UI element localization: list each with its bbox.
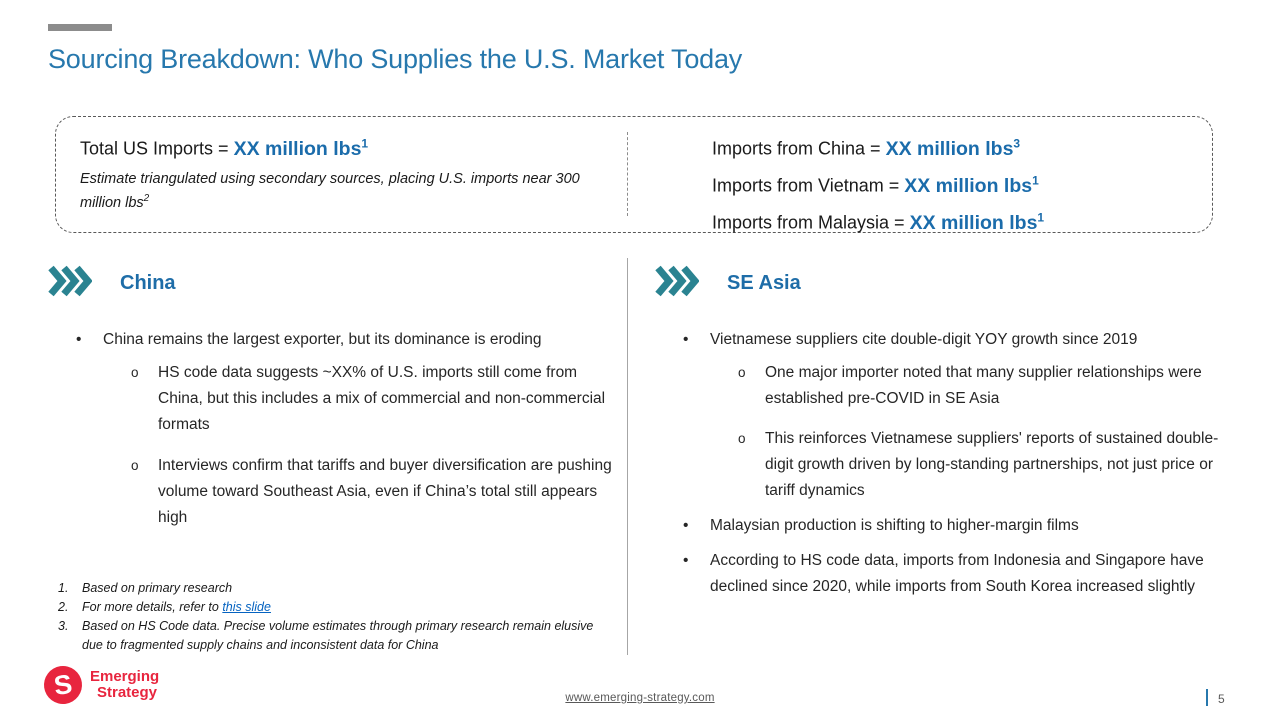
list-item: o Interviews confirm that tariffs and buyer diversification are pushing volume toward Southeast Asia, even if China’s total still appears high [131,453,619,531]
bullet-marker: • [683,552,689,569]
china-section-header [48,265,176,302]
logo-text: Emerging Strategy [90,668,160,701]
total-imports-line [80,136,620,161]
list-item: • Malaysian production is shifting to higher-margin films [683,513,1220,539]
list-item: • China remains the largest exporter, but its dominance is eroding [76,327,619,353]
se-asia-section-title: SE Asia [727,272,801,294]
china-section-title: China [120,272,176,294]
footnotes [58,579,603,655]
list-item: • Vietnamese suppliers cite double-digit YOY growth since 2019 [683,327,1220,353]
logo-mark-icon: S [42,664,85,707]
china-bullet-list [76,327,619,531]
bullet-marker: o [738,365,746,380]
company-logo [44,666,159,704]
list-item: o This reinforces Vietnamese suppliers' reports of sustained double-digit growth driven by long-standing partnerships, not just price or tariff dynamics [738,426,1220,504]
column-divider [627,258,628,655]
footnote: 1. Based on primary research [58,581,233,595]
triple-chevron-icon [655,265,699,302]
estimate-note: Estimate triangulated using secondary sources, placing U.S. imports near 300 million lbs$^2$ [80,170,580,211]
imports-china-line: Imports from China = XX million lbs$^3$ [712,136,1021,160]
list-item: • According to HS code data, imports from Indonesia and Singapore have declined since 2020, while imports from South Korea increased slightly [683,548,1220,600]
bullet-marker: o [131,458,139,473]
se-asia-bullet-list [683,327,1220,600]
summary-box-divider [627,132,628,216]
kicker-bar [48,24,112,31]
footer-website-link[interactable]: www.emerging-strategy.com [565,692,715,704]
page-number-bar [1206,689,1208,706]
country-imports-block [712,128,1202,239]
total-imports-label: Total US Imports = [80,138,234,159]
bullet-marker: • [683,331,689,348]
bullet-marker: • [683,517,689,534]
this-slide-link[interactable]: this slide [222,600,271,614]
total-imports-value: XX million lbs$^1$ [233,136,369,160]
list-item: o One major importer noted that many supplier relationships were established pre-COVID in SE Asia [738,360,1220,412]
imports-malaysia-line: Imports from Malaysia = XX million lbs$^1$ [712,210,1045,234]
imports-vietnam-line: Imports from Vietnam = XX million lbs$^1$ [712,173,1039,197]
page-number: 5 [1218,692,1225,706]
footnote: 3. Based on HS Code data. Precise volume estimates through primary research remain elusive due to fragmented supply chains and inconsistent data for China [58,619,594,652]
footnote: 2. For more details, refer to this slide [58,600,271,614]
page-title: Sourcing Breakdown: Who Supplies the U.S. Market Today [48,44,743,74]
bullet-marker: o [131,365,139,380]
list-item: o HS code data suggests ~XX% of U.S. imports still come from China, but this includes a mix of commercial and non-commercial formats [131,360,619,438]
se-asia-section-header [655,265,801,302]
summary-box [55,116,1213,233]
triple-chevron-icon [48,265,92,302]
total-imports-block [80,136,620,213]
bullet-marker: o [738,431,746,446]
bullet-marker: • [76,331,82,348]
